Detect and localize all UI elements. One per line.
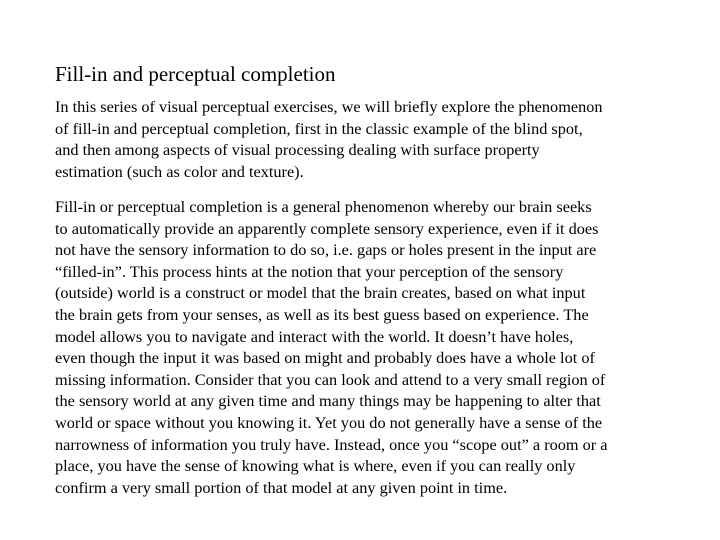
intro-line: of fill-in and perceptual completion, first in the classic example of the blind spot, [55, 118, 583, 138]
definition-line: to automatically provide an apparently complete sensory experience, even if it does [55, 218, 599, 238]
definition-line: the brain gets from your senses, as well as its best guess based on experience. The [55, 304, 589, 324]
definition-line: not have the sensory information to do so, i.e. gaps or holes present in the input are [55, 240, 597, 260]
definition-line: (outside) world is a construct or model that the brain creates, based on what input [55, 283, 586, 303]
definition-paragraph [55, 196, 680, 498]
definition-line: world or space without you knowing it. Yet you do not generally have a sense of the [55, 412, 603, 432]
intro-line: In this series of visual perceptual exercises, we will briefly explore the phenomenon [55, 97, 603, 116]
definition-line: “filled-in”. This process hints at the notion that your perception of the sensory [55, 261, 564, 281]
intro-line: estimation (such as color and texture). [55, 161, 304, 181]
definition-line: missing information. Consider that you can look and attend to a very small region of [55, 369, 606, 389]
definition-line: the sensory world at any given time and many things may be happening to alter that [55, 391, 601, 411]
definition-line: narrowness of information you truly have. Instead, once you “scope out” a room or a [55, 434, 608, 454]
intro-line: and then among aspects of visual processing dealing with surface property [55, 140, 540, 160]
definition-line: Fill-in or perceptual completion is a general phenomenon whereby our brain seeks [55, 197, 592, 216]
definition-line: model allows you to navigate and interact with the world. It doesn’t have holes, [55, 326, 574, 346]
definition-line: place, you have the sense of knowing what is where, even if you can really only [55, 456, 576, 476]
slide-title: Fill-in and perceptual completion [55, 62, 336, 86]
definition-line: confirm a very small portion of that model at any given point in time. [55, 477, 508, 497]
definition-line: even though the input it was based on might and probably does have a whole lot of [55, 348, 595, 368]
intro-paragraph [55, 96, 680, 182]
